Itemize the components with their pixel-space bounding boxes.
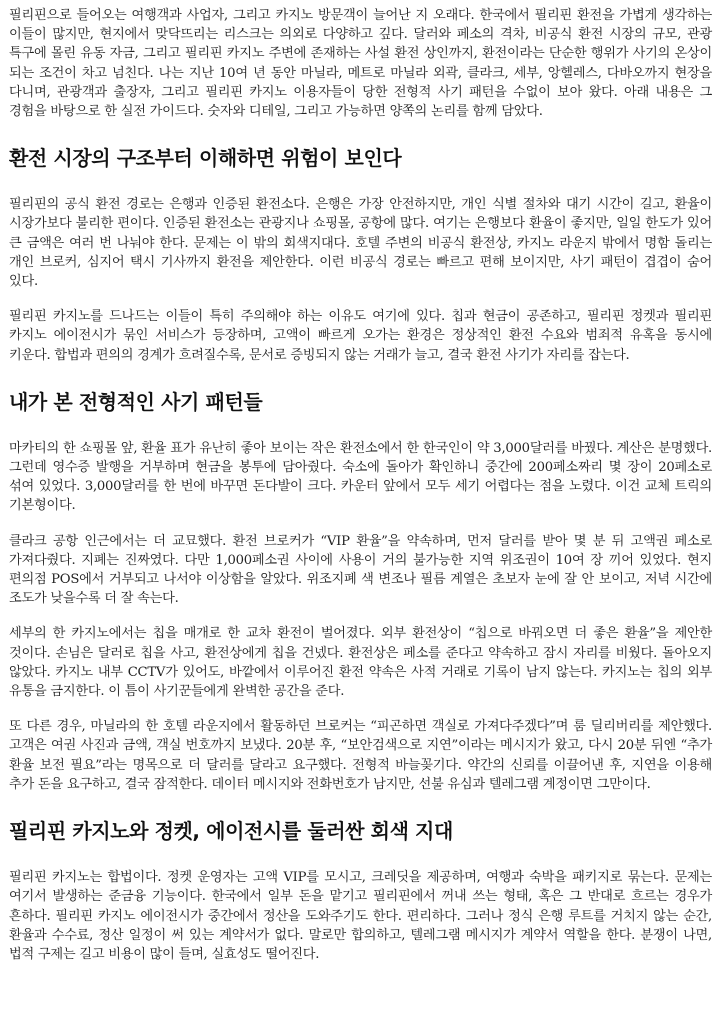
section-paragraph: 클라크 공항 인근에서는 더 교묘했다. 환전 브로커가 “VIP 환율”을 약속하며, 먼저 달러를 받아 몇 분 뒤 고액권 페소로 가져다줬다. 지폐는 진짜였다. 다만 1,000페소권 사이에 사용이 거의 불가능한 지역 위조권이 10여 장 끼어 있었다. 현지 편의점 POS에서 거부되고 나서야 이상함을 알았다. 위조지폐 색 변조나 필름 계열은 초보자 눈에 잘 안 보이고, 저녁 시간에 조도가 낮을수록 더 잘 속는다.	[9, 533, 712, 607]
intro-paragraph: 필리핀으로 들어오는 여행객과 사업자, 그리고 카지노 방문객이 늘어난 지 오래다. 한국에서 필리핀 환전을 가볍게 생각하는 이들이 많지만, 현지에서 맞닥뜨리는 리스크는 의외로 다양하고 깊다. 달러와 페소의 격차, 비공식 환전 시장의 규모, 관광 특구에 몰린 유동 자금, 그리고 필리핀 카지노 주변에 존재하는 사설 환전 상인까지, 환전이라는 단순한 행위가 사기의 온상이 되는 조건이 차고 넘친다. 나는 지난 10여 년 동안 마닐라, 메트로 마닐라 외곽, 클라크, 세부, 앙헬레스, 다바오까지 현장을 다니며, 관광객과 출장자, 그리고 필리핀 카지노 이용자들이 당한 전형적 사기 패턴을 수없이 보아 왔다. 아래 내용은 그 경험을 바탕으로 한 실전 가이드다. 숫자와 디테일, 그리고 가능하면 양쪽의 논리를 함께 담았다.	[9, 8, 712, 120]
section-paragraph: 필리핀 카지노는 합법이다. 정켓 운영자는 고액 VIP를 모시고, 크레딧을 제공하며, 여행과 숙박을 패키지로 묶는다. 문제는 여기서 발생하는 준금융 기능이다. 한국에서 일부 돈을 맡기고 필리핀에서 꺼내 쓰는 형태, 혹은 그 반대로 흐르는 경우가 흔하다. 필리핀 카지노 에이전시가 중간에서 정산을 도와주기도 한다. 편리하다. 그러나 정식 은행 루트를 거치지 않는 순간, 환율과 수수료, 정산 일정이 써 있는 계약서가 없다. 말로만 합의하고, 텔레그램 메시지가 계약서 역할을 한다. 분쟁이 나면, 법적 구제는 길고 비용이 많이 들며, 실효성도 떨어진다.	[9, 870, 712, 962]
section-paragraph: 마카티의 한 쇼핑몰 앞, 환율 표가 유난히 좋아 보이는 작은 환전소에서 한 한국인이 약 3,000달러를 바꿨다. 계산은 분명했다. 그런데 영수증 발행을 거부하며 현금을 봉투에 담아줬다. 숙소에 돌아가 확인하니 중간에 200페소짜리 몇 장이 20페소로 섞여 있었다. 3,000달러를 한 번에 바꾸면 돈다발이 크다. 카운터 앞에서 모두 세기 어렵다는 점을 노렸다. 이건 교체 트릭의 기본형이다.	[9, 440, 712, 514]
section-heading-market-structure: 환전 시장의 구조부터 이해하면 위험이 보인다	[9, 146, 402, 171]
section-heading-casino-junket-gray-zone: 필리핀 카지노와 정켓, 에이전시를 둘러싼 회색 지대	[9, 819, 453, 844]
section-paragraph: 필리핀의 공식 환전 경로는 은행과 인증된 환전소다. 은행은 가장 안전하지만, 개인 식별 절차와 대기 시간이 길고, 환율이 시장가보다 불리한 편이다. 인증된 환전소는 관광지나 쇼핑몰, 공항에 많다. 여기는 은행보다 환율이 좋지만, 일일 한도가 있어 큰 금액은 여러 번 나눠야 한다. 문제는 이 밖의 회색지대다. 호텔 주변의 비공식 환전상, 카지노 라운지 밖에서 명함 돌리는 개인 브로커, 심지어 택시 기사까지 환전을 제안한다. 이런 비공식 경로는 빠르고 편해 보이지만, 사기 패턴이 겹겹이 숨어 있다.	[9, 197, 712, 290]
section-paragraph: 필리핀 카지노를 드나드는 이들이 특히 주의해야 하는 이유도 여기에 있다. 칩과 현금이 공존하고, 필리핀 정켓과 필리핀 카지노 에이전시가 묶인 서비스가 등장하며, 고액이 빠르게 오가는 환경은 정상적인 환전 수요와 범죄적 유혹을 동시에 키운다. 합법과 편의의 경계가 흐려질수록, 문서로 증빙되지 않는 거래가 늘고, 결국 환전 사기가 자리를 잡는다.	[9, 309, 712, 363]
section-paragraph: 세부의 한 카지노에서는 칩을 매개로 한 교차 환전이 벌어졌다. 외부 환전상이 “칩으로 바꿔오면 더 좋은 환율”을 제안한 것이다. 손님은 달러로 칩을 사고, 환전상에게 칩을 건넸다. 환전상은 페소를 준다고 약속하고 잠시 자리를 비웠다. 돌아오지 않았다. 카지노 내부 CCTV가 있어도, 바깥에서 이루어진 환전 약속은 사적 거래로 기록이 남지 않는다. 카지노는 칩의 외부 유통을 금지한다. 이 틈이 사기꾼들에게 완벽한 공간을 준다.	[9, 626, 712, 700]
section-heading-scam-patterns: 내가 본 전형적인 사기 패턴들	[9, 389, 263, 414]
section-paragraph: 또 다른 경우, 마닐라의 한 호텔 라운지에서 활동하던 브로커는 “피곤하면 객실로 가져다주겠다”며 룸 딜리버리를 제안했다. 고객은 여권 사진과 금액, 객실 번호까지 보냈다. 20분 후, “보안검색으로 지연”이라는 메시지가 왔고, 다시 20분 뒤엔 “추가 환율 보전 필요”라는 명목으로 더 달러를 달라고 요구했다. 전형적 바늘꽂기다. 약간의 신뢰를 이끌어낸 후, 지연을 이용해 추가 돈을 요구하고, 결국 잠적한다. 데이터 메시지와 전화번호가 남지만, 선불 유심과 텔레그램 계정이면 그만이다.	[9, 719, 712, 792]
